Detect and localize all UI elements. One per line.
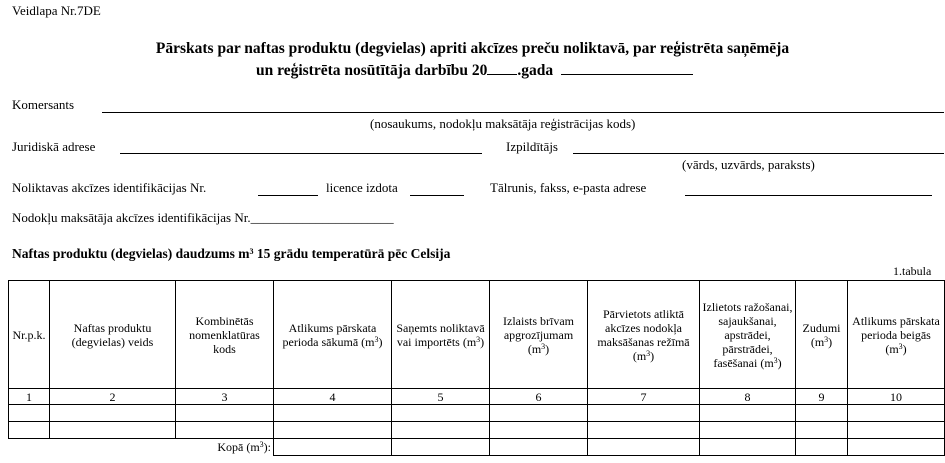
total-row <box>9 439 945 456</box>
col-header-unit-sup: 3 <box>773 355 778 365</box>
col-header-unit-sup: 3 <box>646 348 651 358</box>
total-cell[interactable] <box>392 439 490 456</box>
col-number: 9 <box>796 389 848 405</box>
total-cell[interactable] <box>490 439 588 456</box>
table-cell[interactable] <box>700 422 796 439</box>
col-number: 10 <box>848 389 945 405</box>
noliktava-field[interactable] <box>258 195 318 196</box>
noliktava-label: Noliktavas akcīzes identifikācijas Nr. <box>12 180 207 195</box>
col-header <box>700 281 796 389</box>
table-cell[interactable] <box>796 422 848 439</box>
nodoklu-field[interactable]: ______________________ <box>250 210 394 225</box>
adrese-label: Juridiskā adrese <box>12 139 96 154</box>
total-cell[interactable] <box>796 439 848 456</box>
col-header-unit-close: ) <box>480 334 485 349</box>
col-header-unit-sup: 3 <box>898 341 903 351</box>
section-heading-sup: 3 <box>249 247 254 256</box>
col-header <box>588 281 700 389</box>
table-header-row <box>9 281 945 389</box>
total-cell[interactable] <box>274 439 392 456</box>
table-cell[interactable] <box>848 405 945 422</box>
col-number: 1 <box>9 389 50 405</box>
col-header-unit-close: ) <box>378 334 383 349</box>
section-heading-post: 15 grādu temperatūrā pēc Celsija <box>253 246 451 261</box>
licence-field[interactable] <box>410 195 464 196</box>
total-cell[interactable] <box>848 439 945 456</box>
talrunis-label: Tālrunis, fakss, e-pasta adrese <box>490 180 647 195</box>
col-header-unit-close: ) <box>545 341 550 356</box>
report-table <box>8 280 945 456</box>
year-blank[interactable] <box>487 62 517 75</box>
col-header <box>9 281 50 389</box>
izpilditajs-label: Izpildītājs <box>506 139 558 154</box>
table-cell[interactable] <box>392 422 490 439</box>
komersants-hint: (nosaukums, nodokļu maksātāja reģistrācijas kods) <box>370 116 636 131</box>
col-number: 8 <box>700 389 796 405</box>
total-label-sup: 3 <box>259 440 264 450</box>
table-cell[interactable] <box>588 422 700 439</box>
table-cell[interactable] <box>274 422 392 439</box>
col-header-text: Atlikums pārskata perioda beigās (m <box>852 313 940 356</box>
column-number-row <box>9 389 945 405</box>
table-cell[interactable] <box>392 405 490 422</box>
komersants-field[interactable] <box>102 112 944 113</box>
nodoklu-row <box>12 210 394 226</box>
col-header-unit-close: ) <box>777 355 782 370</box>
col-number: 2 <box>50 389 176 405</box>
table-cell[interactable] <box>176 405 274 422</box>
col-header <box>796 281 848 389</box>
izpilditajs-hint: (vārds, uzvārds, paraksts) <box>682 157 815 172</box>
col-header-unit-sup: 3 <box>824 334 829 344</box>
col-header-text: Naftas produktu (degvielas) veids <box>71 320 154 349</box>
table-cell[interactable] <box>50 405 176 422</box>
licence-label: licence izdota <box>326 180 398 195</box>
table-cell[interactable] <box>848 422 945 439</box>
col-header-text: Izlaists brīvam apgrozījumam (m <box>503 313 574 356</box>
total-cell[interactable] <box>700 439 796 456</box>
table-cell[interactable] <box>588 405 700 422</box>
talrunis-field[interactable] <box>685 195 932 196</box>
table-row <box>9 422 945 439</box>
table-cell[interactable] <box>796 405 848 422</box>
col-header-text: Pārvietots atliktā akcīzes nodokļa maksāšanas režīmā (m <box>597 306 690 363</box>
table-cell[interactable] <box>9 405 50 422</box>
table-cell[interactable] <box>490 422 588 439</box>
table-label: 1.tabula <box>893 264 932 278</box>
col-header-text: Nr.p.k. <box>12 327 46 342</box>
col-header-unit-sup: 3 <box>541 341 546 351</box>
section-heading <box>12 246 450 262</box>
col-number: 3 <box>176 389 274 405</box>
col-header <box>848 281 945 389</box>
report-title-line1: Pārskats par naftas produktu (degvielas) apriti akcīzes preču noliktavā, par reģistrēta saņēmēja <box>155 40 790 57</box>
col-number: 5 <box>392 389 490 405</box>
col-header-text: Izlietots ražošanai, sajaukšanai, apstrādei, pārstrādei, fasēšanai (m <box>702 299 793 370</box>
col-number: 7 <box>588 389 700 405</box>
table-cell[interactable] <box>490 405 588 422</box>
form-id: Veidlapa Nr.7DE <box>12 3 101 18</box>
date-blank[interactable] <box>561 62 693 75</box>
table-row <box>9 405 945 422</box>
adrese-field[interactable] <box>120 153 482 154</box>
col-header-unit-close: ) <box>828 334 833 349</box>
report-title-line2 <box>256 62 693 80</box>
col-header-unit-close: ) <box>902 341 907 356</box>
nodoklu-label: Nodokļu maksātāja akcīzes identifikācijas Nr. <box>12 210 251 225</box>
col-header-unit-close: ) <box>650 348 655 363</box>
col-header <box>392 281 490 389</box>
izpilditajs-field[interactable] <box>573 153 944 154</box>
table-cell[interactable] <box>50 422 176 439</box>
col-header-unit-sup: 3 <box>476 334 481 344</box>
col-number: 4 <box>274 389 392 405</box>
table-cell[interactable] <box>176 422 274 439</box>
col-header-text: Atlikums pārskata perioda sākumā (m <box>282 320 377 349</box>
total-label <box>9 439 274 456</box>
komersants-label: Komersants <box>12 97 75 112</box>
col-header-text: Saņemts noliktavā vai importēts (m <box>396 320 485 349</box>
table-cell[interactable] <box>274 405 392 422</box>
col-header <box>50 281 176 389</box>
total-label-pre: Kopā (m <box>217 440 260 455</box>
col-header <box>274 281 392 389</box>
col-header <box>176 281 274 389</box>
col-header-unit-sup: 3 <box>374 334 379 344</box>
col-header-text: Kombinētās nomenklatūras kods <box>189 313 260 356</box>
col-header <box>490 281 588 389</box>
table-cell[interactable] <box>700 405 796 422</box>
col-header-text: Zudumi (m <box>802 320 841 349</box>
col-number: 6 <box>490 389 588 405</box>
total-label-post: ): <box>263 440 271 455</box>
total-cell[interactable] <box>588 439 700 456</box>
section-heading-pre: Naftas produktu (degvielas) daudzums m <box>12 246 250 261</box>
title-year-prefix: un reģistrēta nosūtītāja darbību 20 <box>256 62 488 79</box>
table-cell[interactable] <box>9 422 50 439</box>
title-gada: .gada <box>517 62 554 79</box>
